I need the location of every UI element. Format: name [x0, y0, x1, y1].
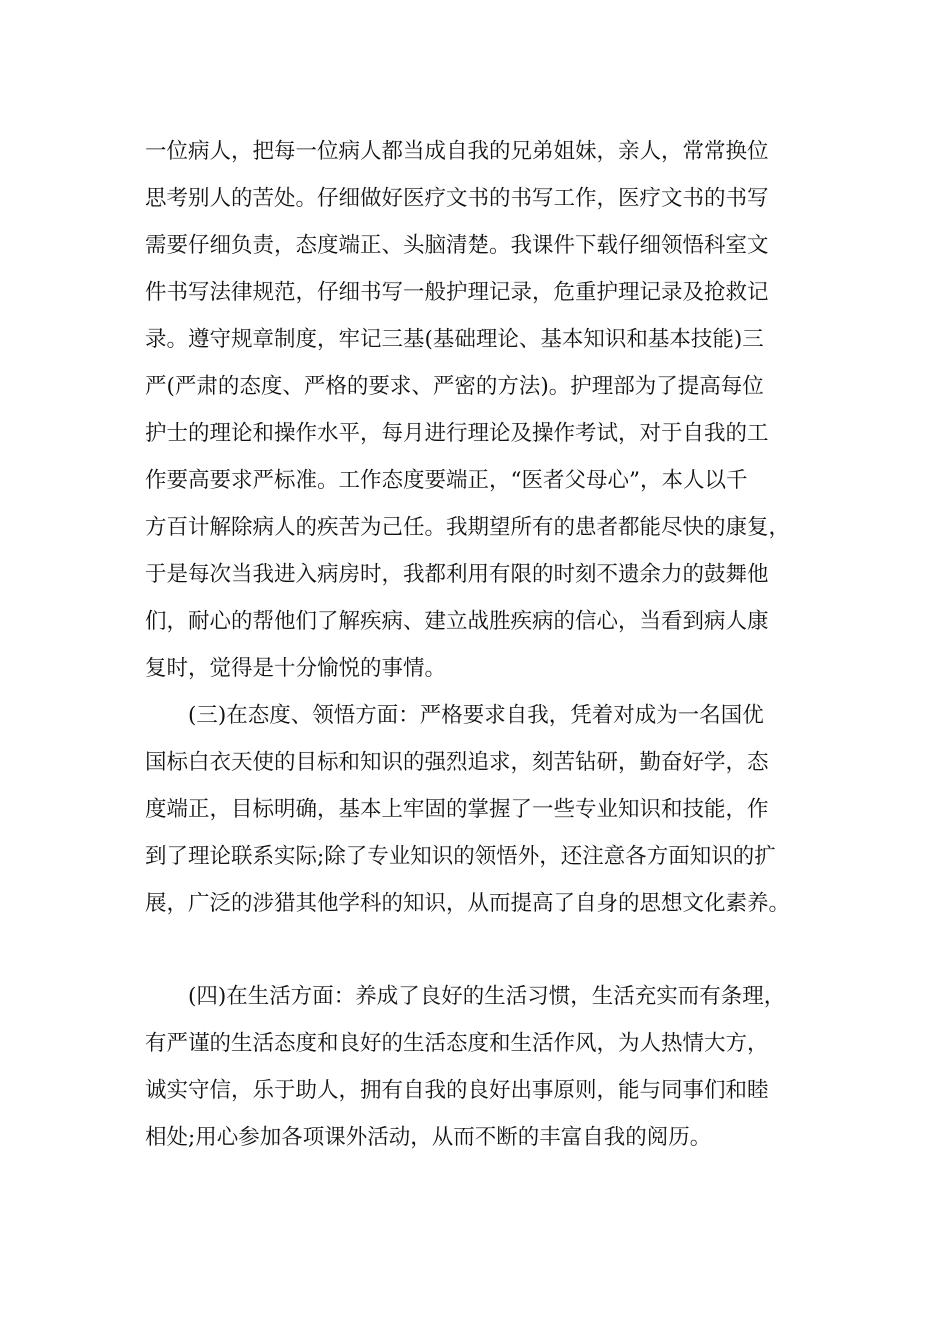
- text-line: 到了理论联系实际;除了专业知识的领悟外，还注意各方面知识的扩: [145, 844, 776, 869]
- text-line: 度端正，目标明确，基本上牢固的掌握了一些专业知识和技能，作: [145, 797, 769, 822]
- text-line: 方百计解除病人的疾苦为己任。我期望所有的患者都能尽快的康复，: [145, 515, 791, 540]
- paragraph-four-first-line: (四)在生活方面：养成了良好的生活习惯，生活充实而有条理，: [188, 984, 786, 1009]
- text-line: 们，耐心的帮他们了解疾病、建立战胜疾病的信心，当看到病人康: [145, 609, 769, 634]
- text-line: 录。遵守规章制度，牢记三基(基础理论、基本知识和基本技能)三: [145, 327, 764, 352]
- text-line: 复时，觉得是十分愉悦的事情。: [145, 656, 447, 681]
- text-line: 严(严肃的态度、严格的要求、严密的方法)。护理部为了提高每位: [145, 374, 764, 399]
- text-line: 有严谨的生活态度和良好的生活态度和生活作风，为人热情大方，: [145, 1031, 769, 1056]
- text-line: 需要仔细负责，态度端正、头脑清楚。我课件下载仔细领悟科室文: [145, 233, 769, 258]
- text-line: 国标白衣天使的目标和知识的强烈追求，刻苦钻研，勤奋好学，态: [145, 750, 769, 775]
- text-line: 展，广泛的涉猎其他学科的知识，从而提高了自身的思想文化素养。: [145, 891, 791, 916]
- text-line: 相处;用心参加各项课外活动，从而不断的丰富自我的阅历。: [145, 1125, 712, 1150]
- text-line: 思考别人的苦处。仔细做好医疗文书的书写工作，医疗文书的书写: [145, 186, 769, 211]
- text-line: 一位病人，把每一位病人都当成自我的兄弟姐妹，亲人，常常换位: [145, 139, 769, 164]
- text-line: 作要高要求严标准。工作态度要端正，“医者父母心”，本人以千: [145, 468, 748, 493]
- text-line: 于是每次当我进入病房时，我都利用有限的时刻不遗余力的鼓舞他: [145, 562, 769, 587]
- text-line: 诚实守信，乐于助人，拥有自我的良好出事原则，能与同事们和睦: [145, 1078, 769, 1103]
- text-line: 件书写法律规范，仔细书写一般护理记录，危重护理记录及抢救记: [145, 280, 769, 305]
- paragraph-three-first-line: (三)在态度、领悟方面：严格要求自我，凭着对成为一名国优: [188, 703, 764, 728]
- text-line: 护士的理论和操作水平，每月进行理论及操作考试，对于自我的工: [145, 421, 769, 446]
